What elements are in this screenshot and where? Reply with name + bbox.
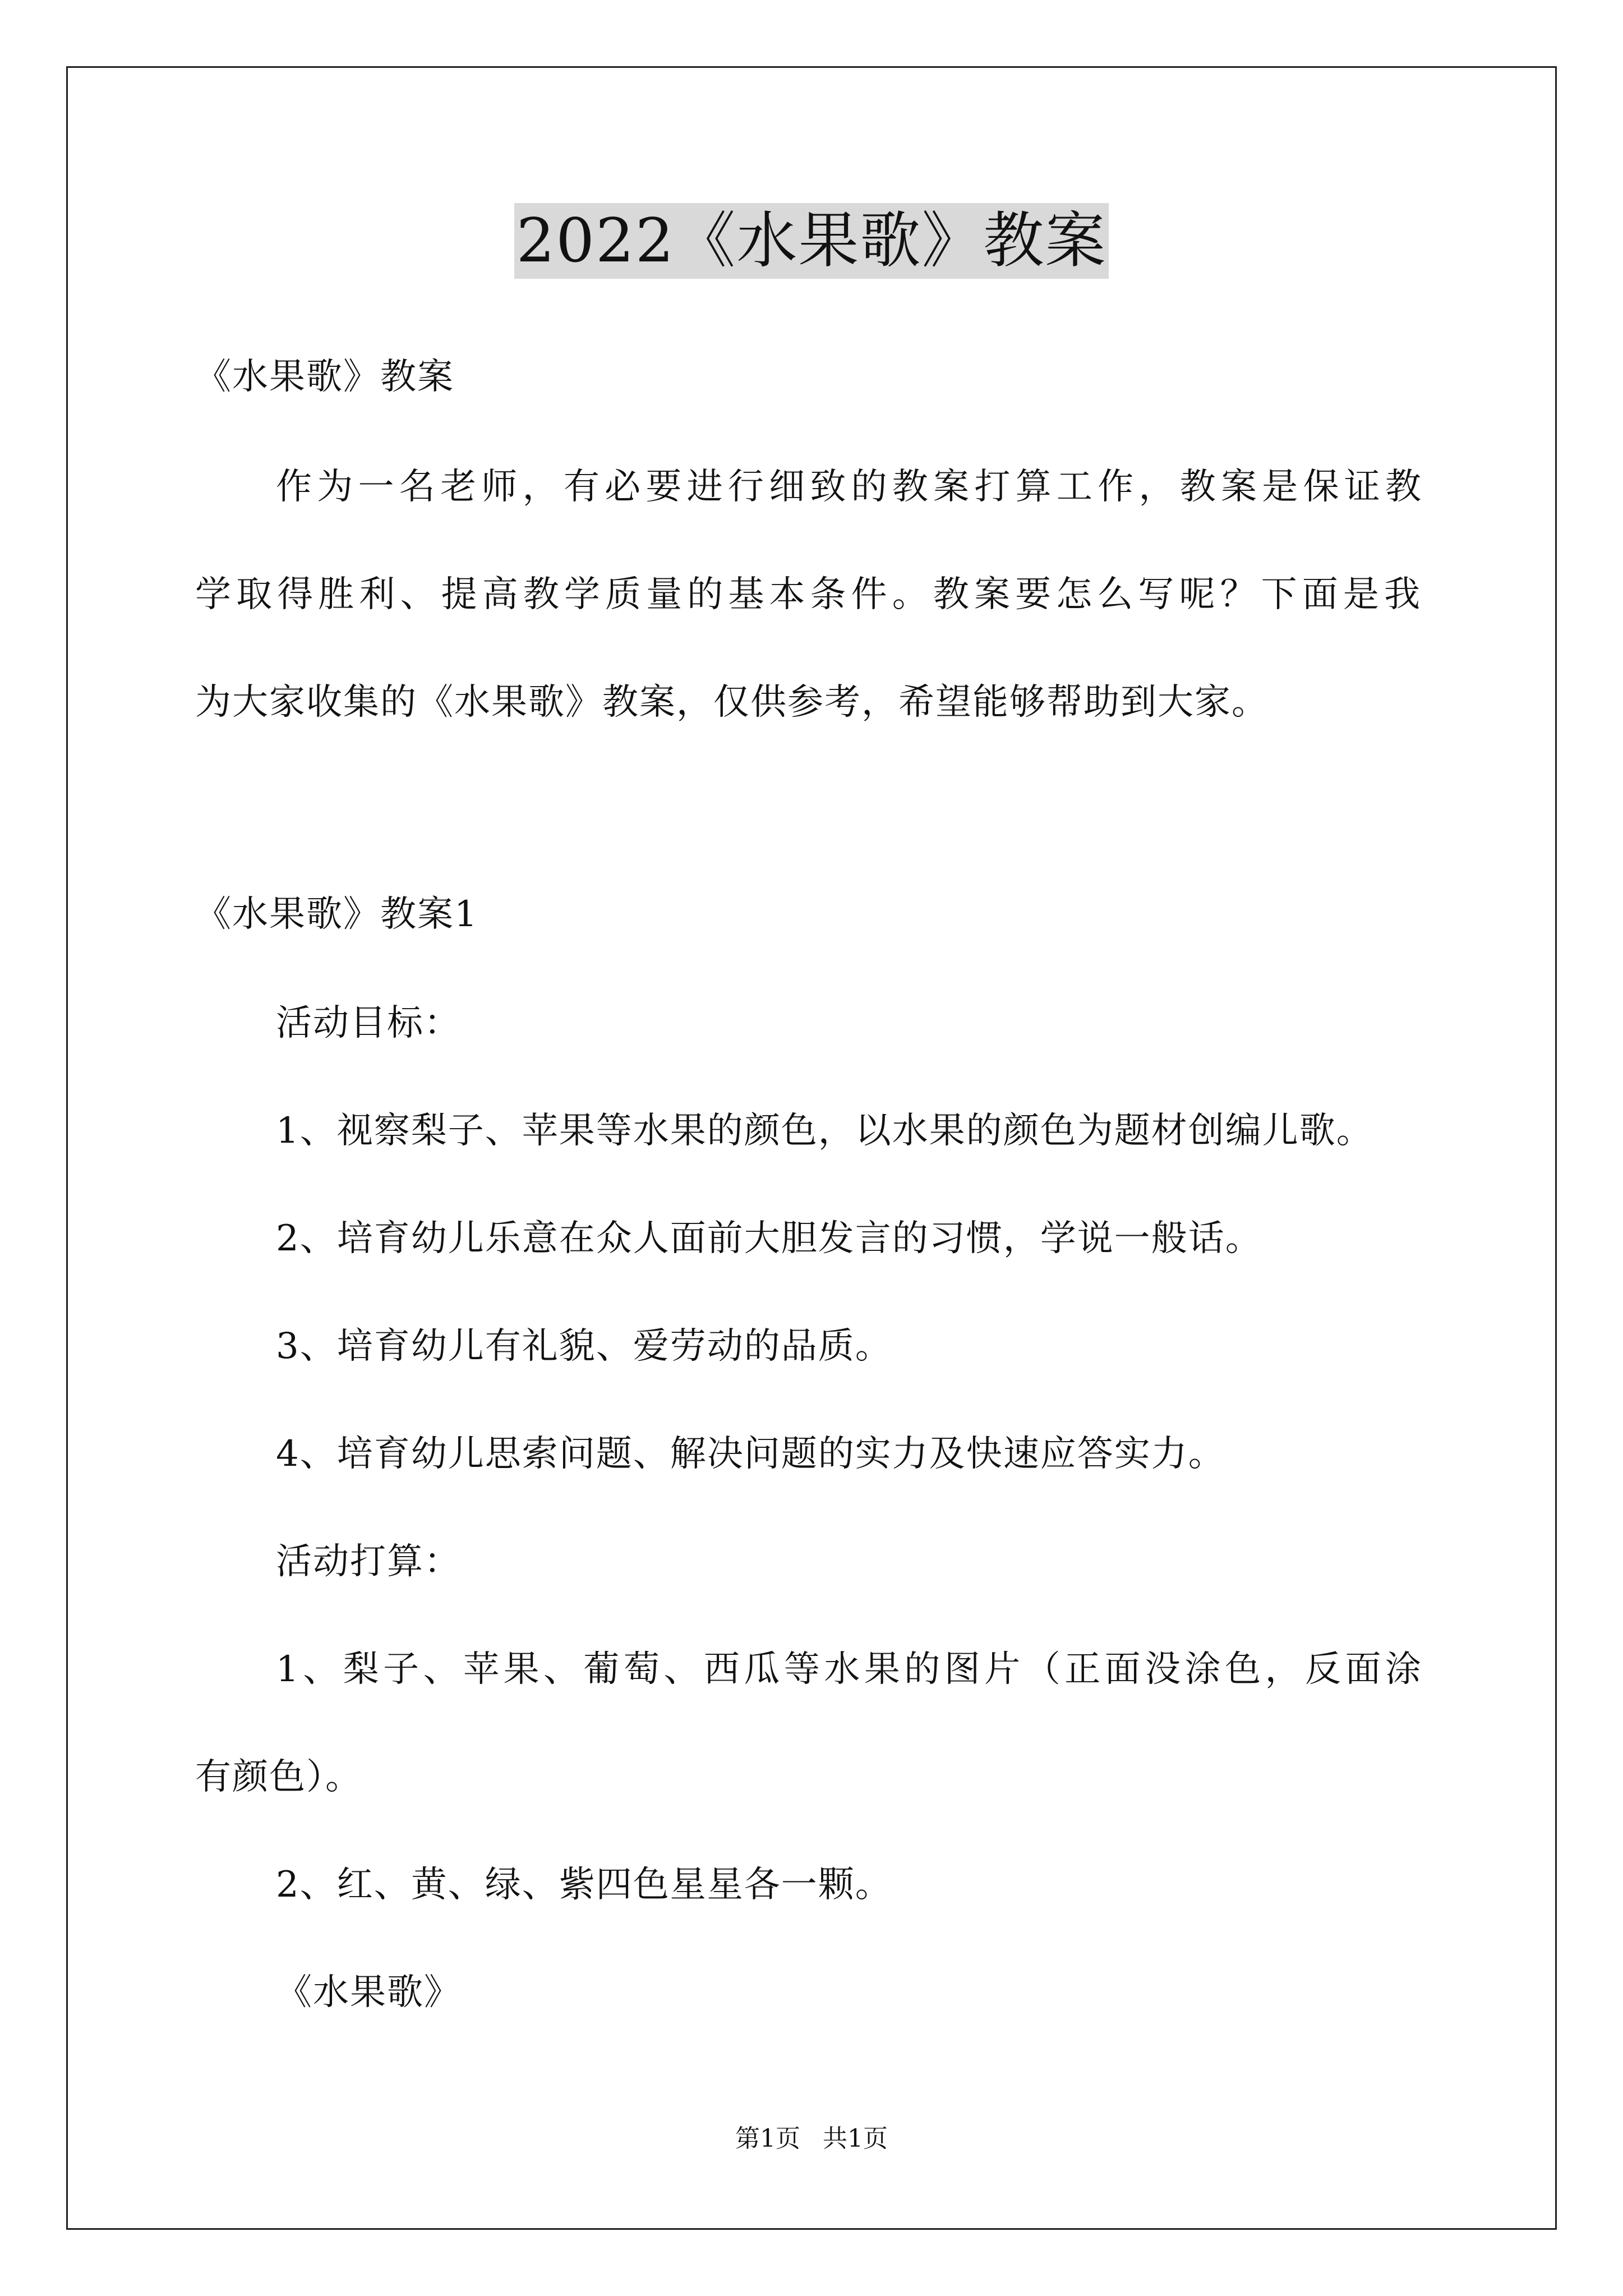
- paragraph-line: 学取得胜利、提高教学质量的基本条件。教案要怎么写呢？下面是我: [195, 574, 1421, 615]
- paragraph-line: 为大家收集的《水果歌》教案，仅供参考，希望能够帮助到大家。: [195, 682, 1269, 723]
- page-number: 第1页: [735, 2124, 800, 2153]
- list-item: 1、视察梨子、苹果等水果的颜色，以水果的颜色为题材创编儿歌。: [276, 1110, 1373, 1152]
- list-item: 2、培育幼儿乐意在众人面前大胆发言的习惯，学说一般话。: [276, 1218, 1262, 1259]
- document-title: 2022《水果歌》教案: [514, 203, 1109, 279]
- title-container: [0, 203, 1623, 279]
- section-heading-plan-1: 《水果歌》教案1: [195, 894, 478, 935]
- list-item: 2、红、黄、绿、紫四色星星各一颗。: [276, 1864, 892, 1906]
- list-item: 3、培育幼儿有礼貌、爱劳动的品质。: [276, 1326, 892, 1367]
- subheading-preparation: 活动打算：: [276, 1541, 461, 1582]
- paragraph-line: 作为一名老师，有必要进行细致的教案打算工作，教案是保证教: [276, 466, 1422, 508]
- section-heading-intro: 《水果歌》教案: [195, 356, 454, 398]
- list-item: 1、梨子、苹果、葡萄、西瓜等水果的图片（正面没涂色，反面涂: [276, 1649, 1422, 1690]
- subheading-goals: 活动目标：: [276, 1002, 461, 1044]
- page-total: 共1页: [823, 2124, 888, 2153]
- page-footer: [0, 2123, 1623, 2155]
- list-item: 4、培育幼儿思索问题、解决问题的实力及快速应答实力。: [276, 1433, 1225, 1475]
- song-title: 《水果歌》: [276, 1972, 461, 2013]
- list-item-continuation: 有颜色）。: [195, 1756, 362, 1798]
